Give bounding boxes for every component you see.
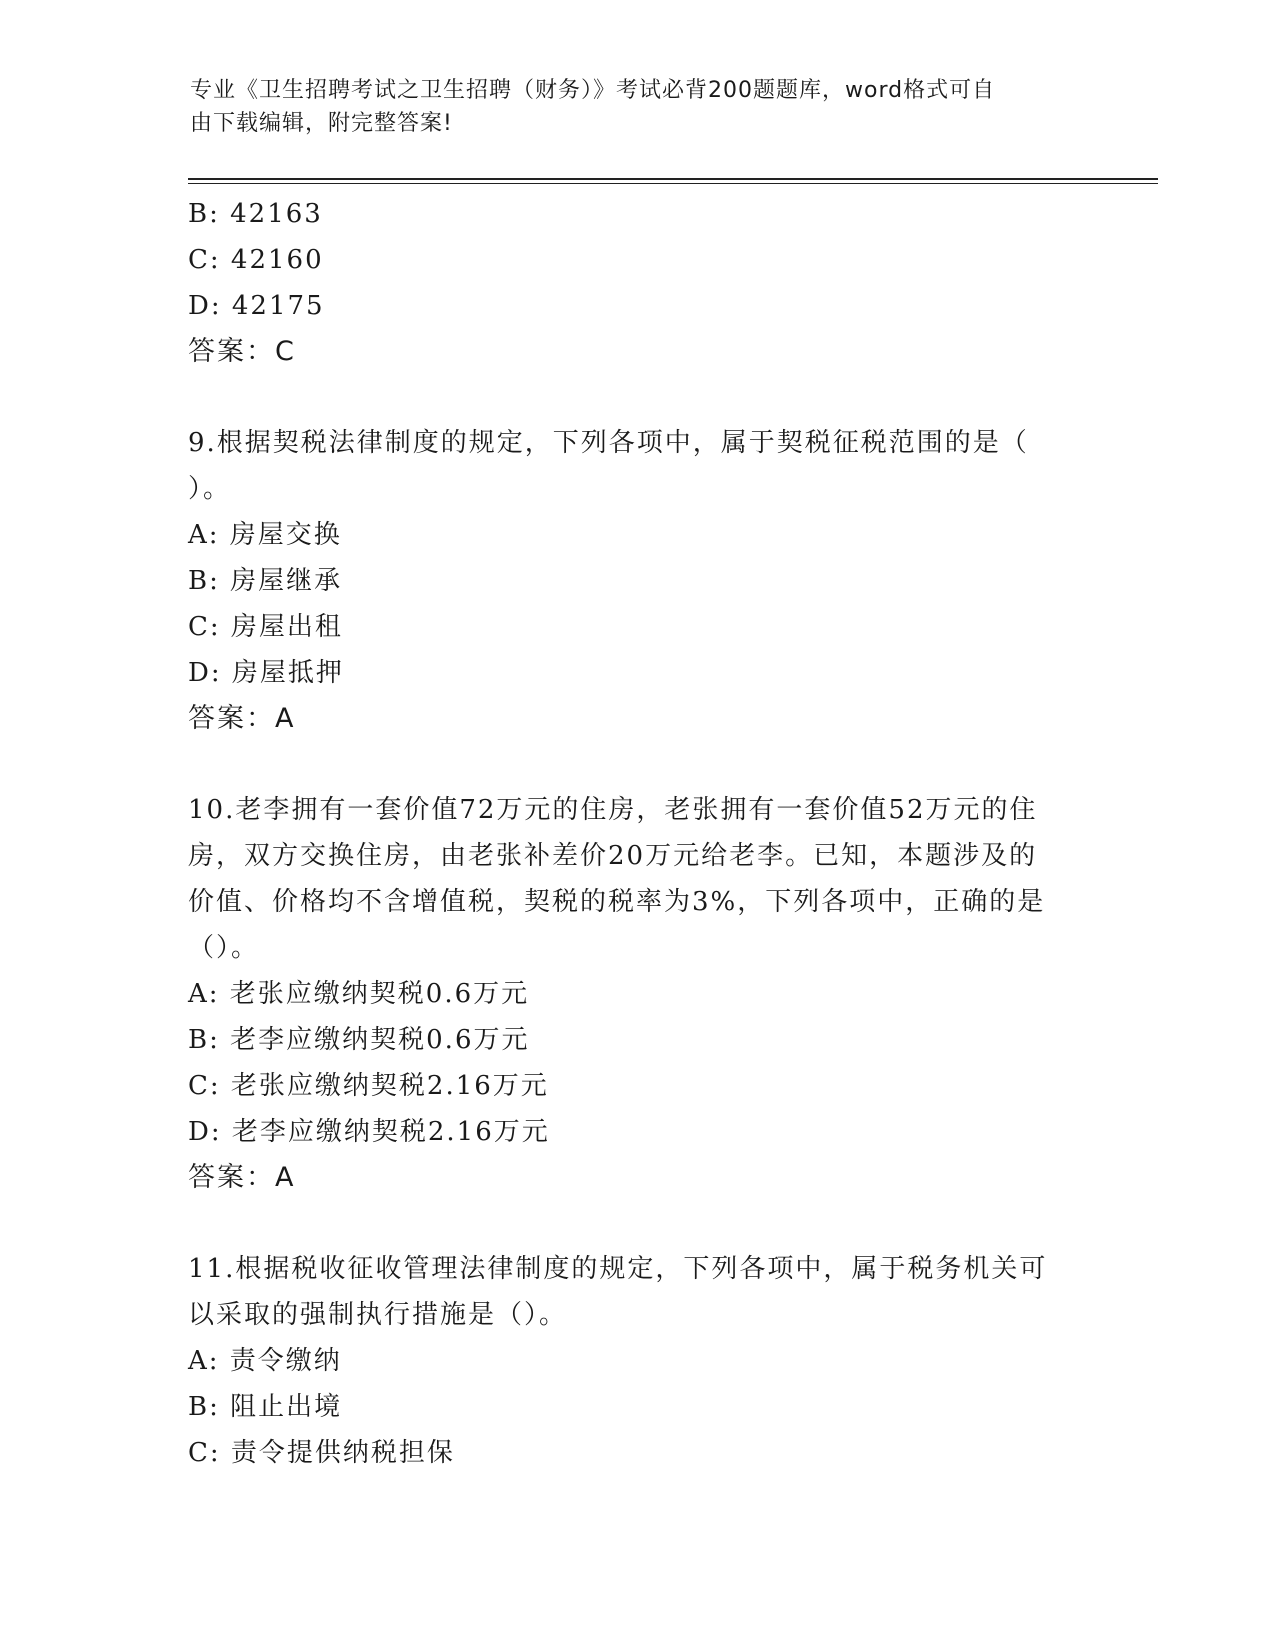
question-9 bbox=[188, 420, 1088, 742]
q11-option-a: A: 责令缴纳 bbox=[188, 1346, 342, 1376]
q9-option-b: B: 房屋继承 bbox=[188, 566, 343, 596]
q10-option-d: D: 老李应缴纳契税2.16万元 bbox=[188, 1117, 550, 1147]
q8-option-d: D: 42175 bbox=[188, 291, 325, 321]
q10-answer: 答案：A bbox=[188, 1162, 296, 1193]
spacer bbox=[188, 1201, 1088, 1246]
q10-option-b: B: 老李应缴纳契税0.6万元 bbox=[188, 1025, 530, 1055]
header-rule-thin bbox=[188, 183, 1158, 184]
q8-option-b: B: 42163 bbox=[188, 199, 323, 229]
q9-option-d: D: 房屋抵押 bbox=[188, 658, 344, 688]
spacer bbox=[188, 742, 1088, 787]
q9-answer: 答案：A bbox=[188, 703, 296, 734]
q11-option-c: C: 责令提供纳税担保 bbox=[188, 1438, 455, 1468]
q9-option-a: A: 房屋交换 bbox=[188, 520, 342, 550]
document-header bbox=[190, 74, 1090, 140]
question-10 bbox=[188, 787, 1088, 1201]
question-11 bbox=[188, 1246, 1088, 1476]
spacer bbox=[188, 375, 1088, 420]
q9-stem-line-2: ）。 bbox=[188, 474, 232, 504]
header-line-2: 由下载编辑，附完整答案! bbox=[190, 111, 453, 136]
question-8 bbox=[188, 191, 1088, 375]
q10-stem-line-3: 价值、价格均不含增值税，契税的税率为3%，下列各项中，正确的是 bbox=[188, 887, 1046, 917]
q10-option-a: A: 老张应缴纳契税0.6万元 bbox=[188, 979, 530, 1009]
q8-answer: 答案：C bbox=[188, 336, 296, 367]
q11-option-b: B: 阻止出境 bbox=[188, 1392, 343, 1422]
q10-stem-line-1: 10.老李拥有一套价值72万元的住房，老张拥有一套价值52万元的住 bbox=[188, 795, 1038, 825]
q11-stem-line-2: 以采取的强制执行措施是（）。 bbox=[188, 1300, 568, 1330]
q9-stem-line-1: 9.根据契税法律制度的规定，下列各项中，属于契税征税范围的是（ bbox=[188, 428, 1029, 458]
q9-option-c: C: 房屋出租 bbox=[188, 612, 343, 642]
q8-option-c: C: 42160 bbox=[188, 245, 324, 275]
header-line-1: 专业《卫生招聘考试之卫生招聘（财务）》考试必背200题题库，word格式可自 bbox=[190, 78, 996, 103]
header-rule-thick bbox=[188, 178, 1158, 180]
q10-option-c: C: 老张应缴纳契税2.16万元 bbox=[188, 1071, 549, 1101]
q10-stem-line-4: （）。 bbox=[188, 933, 260, 963]
q11-stem-line-1: 11.根据税收征收管理法律制度的规定，下列各项中，属于税务机关可 bbox=[188, 1254, 1048, 1284]
q10-stem-line-2: 房，双方交换住房，由老张补差价20万元给老李。已知，本题涉及的 bbox=[188, 841, 1038, 871]
question-content bbox=[188, 191, 1088, 1476]
